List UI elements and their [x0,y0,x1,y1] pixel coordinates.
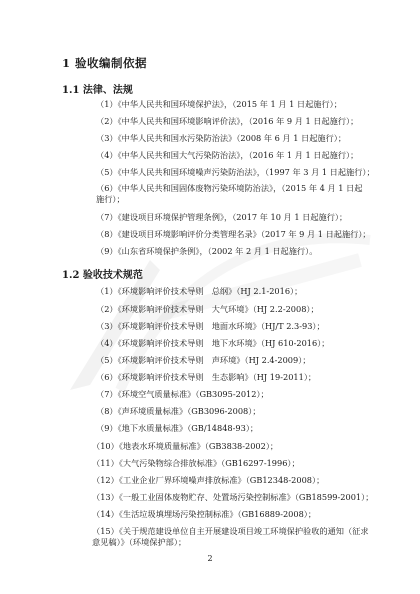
law-item: （6）《中华人民共和国固体废物污染环境防治法》，（2015 年 4 月 1 日起施行）； [96,183,363,204]
spec-item: （7）《环境空气质量标准》（GB3095-2012）； [96,389,269,399]
spec-item: （3）《环境影响评价技术导则 地面水环境》（HJ/T 2.3-93）； [96,321,325,331]
law-item: （5）《中华人民共和国环境噪声污染防治法》，（1997 年 3 月 1 日起施行）； [96,167,375,177]
spec-item: （10）《地表水环境质量标准》（GB3838-2002）； [92,441,279,451]
laws-heading: 1.1 法律、法规 [62,85,133,96]
section-title: 1 验收编制依据 [62,56,148,70]
law-item: （7）《建设项目环境保护管理条例》，（2017 年 10 月 1 日起施行）； [96,212,348,222]
law-item: （9）《山东省环境保护条例》，（2002 年 2 月 1 日起施行）。 [96,246,318,256]
law-item: （3）《中华人民共和国水污染防治法》（2008 年 6 月 1 日起施行）； [96,133,347,143]
spec-item: （13）《一般工业固体废物贮存、处置场污染控制标准》（GB18599-2001）； [92,492,374,502]
spec-item: （6）《环境影响评价技术导则 生态影响》（HJ 19-2011）； [96,372,317,382]
spec-item: （5）《环境影响评价技术导则 声环境》（HJ 2.4-2009）； [96,355,311,365]
spec-item: （4）《环境影响评价技术导则 地下水环境》（HJ 610-2016）； [96,338,330,348]
spec-item: （15）《关于规范建设单位自主开展建设项目竣工环境保护验收的通知（征求意见稿）》（环境保护部）； [92,526,369,547]
specs-heading: 1.2 验收技术规范 [62,270,143,281]
spec-item: （8）《声环境质量标准》（GB3096-2008）； [96,406,261,416]
spec-item: （14）《生活垃圾填埋场污染控制标准》（GB16889-2008）； [92,509,317,519]
law-item: （2）《中华人民共和国环境影响评价法》，（2016 年 9 月 1 日起施行）； [96,116,359,126]
spec-item: （9）《地下水质量标准》（GB/14848-93）； [96,423,259,433]
law-item: （4）《中华人民共和国大气污染防治法》，（2016 年 1 月 1 日起施行）； [96,150,359,160]
law-item: （8）《建设项目环境影响评价分类管理名录》（2017 年 9 月 1 日起施行）； [96,229,371,239]
spec-item: （2）《环境影响评价技术导则 大气环境》（HJ 2.2-2008）； [96,304,319,314]
spec-item: （12）《工业企业厂界环境噪声排放标准》（GB12348-2008）； [92,475,325,485]
spec-item: （1）《环境影响评价技术导则 总纲》（HJ 2.1-2016）； [96,286,303,296]
law-item: （1）《中华人民共和国环境保护法》，（2015 年 1 月 1 日起施行）； [96,99,342,109]
spec-item: （11）《大气污染物综合排放标准》（GB16297-1996）； [92,458,300,468]
page-number: 2 [207,554,213,563]
